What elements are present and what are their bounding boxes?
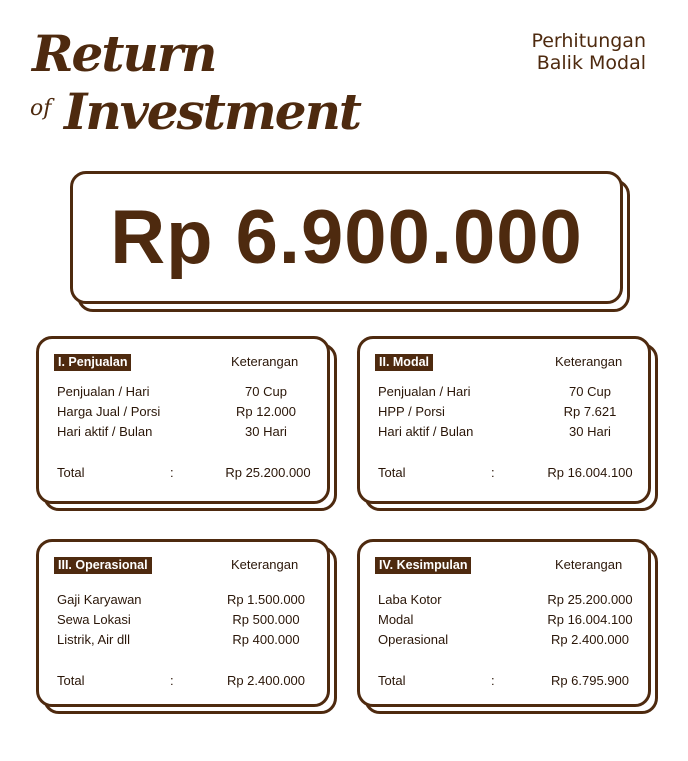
subtitle-line2: Balik Modal (536, 52, 646, 74)
box-tag: IV. Kesimpulan (375, 557, 471, 574)
row-label: Laba Kotor (378, 592, 442, 607)
row-value: Rp 1.500.000 (226, 592, 306, 607)
row-label: Sewa Lokasi (57, 612, 131, 627)
row-label: Penjualan / Hari (378, 384, 471, 399)
total-value: Rp 16.004.100 (547, 465, 633, 480)
total-value: Rp 25.200.000 (225, 465, 311, 480)
row-value: Rp 2.400.000 (550, 632, 630, 647)
roi-amount: Rp 6.900.000 (110, 195, 583, 280)
row-value: Rp 400.000 (232, 632, 300, 647)
title-logo (30, 24, 361, 144)
title-investment: Investment (64, 82, 361, 141)
subtitle (531, 30, 646, 74)
row-value: 30 Hari (245, 424, 287, 439)
total-value: Rp 6.795.900 (550, 673, 630, 688)
box-operasional (36, 539, 330, 707)
title-return: Return (32, 24, 216, 83)
box-tag: II. Modal (375, 354, 433, 371)
row-label: Listrik, Air dll (57, 632, 130, 647)
box-modal (357, 336, 651, 504)
row-label: HPP / Porsi (378, 404, 445, 419)
total-colon: : (491, 673, 495, 688)
total-colon: : (491, 465, 495, 480)
total-label: Total (378, 465, 406, 480)
subtitle-line1: Perhitungan (531, 30, 646, 52)
row-value: 70 Cup (245, 384, 287, 399)
row-value: Rp 500.000 (232, 612, 300, 627)
box-penjualan (36, 336, 330, 504)
row-value: Rp 12.000 (236, 404, 296, 419)
row-label: Gaji Karyawan (57, 592, 142, 607)
keterangan-header: Keterangan (555, 557, 623, 572)
row-label: Hari aktif / Bulan (378, 424, 474, 439)
title-of: of (30, 96, 52, 121)
row-label: Penjualan / Hari (57, 384, 150, 399)
row-value: Rp 7.621 (563, 404, 617, 419)
row-label: Hari aktif / Bulan (57, 424, 153, 439)
row-value: Rp 25.200.000 (547, 592, 633, 607)
total-label: Total (57, 673, 85, 688)
row-value: 30 Hari (569, 424, 611, 439)
total-colon: : (170, 673, 174, 688)
keterangan-header: Keterangan (231, 557, 299, 572)
row-label: Operasional (378, 632, 449, 647)
box-tag: III. Operasional (54, 557, 152, 574)
roi-card (70, 171, 623, 304)
keterangan-header: Keterangan (231, 354, 299, 369)
row-label: Harga Jual / Porsi (57, 404, 161, 419)
total-label: Total (378, 673, 406, 688)
row-value: 70 Cup (569, 384, 611, 399)
box-tag: I. Penjualan (54, 354, 131, 371)
box-kesimpulan (357, 539, 651, 707)
total-label: Total (57, 465, 85, 480)
total-colon: : (170, 465, 174, 480)
row-label: Modal (378, 612, 414, 627)
keterangan-header: Keterangan (555, 354, 623, 369)
total-value: Rp 2.400.000 (226, 673, 306, 688)
row-value: Rp 16.004.100 (547, 612, 633, 627)
